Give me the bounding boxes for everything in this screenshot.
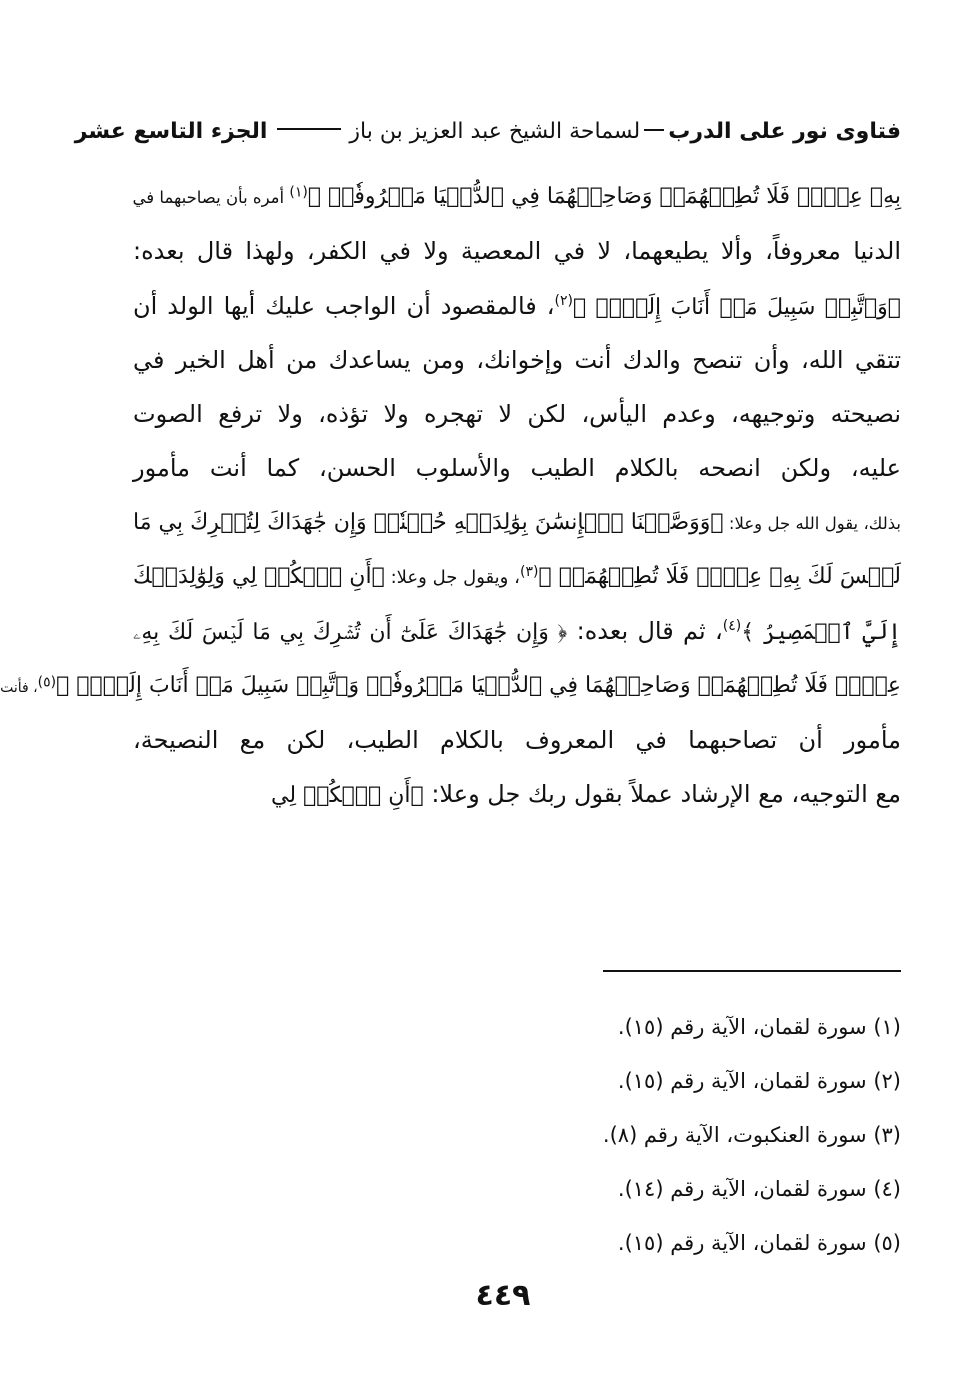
quran-verse: ﴿ وَإِن جَٰهَدَاكَ عَلَىٰٓ أَن تُشۡرِكَ بِي مَا لَيۡسَ لَكَ بِهِۦ [133, 620, 568, 646]
header-dash [644, 129, 664, 131]
footnote-2: (٢) سورة لقمان، الآية رقم (١٥). [617, 1069, 901, 1093]
text-line [0, 659, 901, 713]
text-segment: نصيحته وتوجيهه، وعدم اليأس، لكن لا تهجره ولا تؤذه، ولا ترفع الصوت [133, 400, 901, 429]
page-number: ٤٤٩ [475, 1278, 531, 1313]
quran-verse: ﴿وَوَصَّيۡنَا ٱلۡإِنسَٰنَ بِوَٰلِدَيۡهِ حُسۡنٗاۖ وَإِن جَٰهَدَاكَ لِتُشۡرِكَ بِي مَا [133, 509, 724, 535]
quran-verse: ﴿أَنِ ٱشۡكُرۡ لِي وَلِوَٰلِدَيۡكَ [133, 564, 385, 590]
body-text [0, 170, 902, 822]
footnote-separator [603, 970, 901, 972]
text-line [133, 170, 901, 224]
text-segment: مع التوجيه، مع الإرشاد عملاً بقول ربك جل وعلا: [423, 780, 901, 809]
quran-verse: بِهِۦ عِلۡمٞ فَلَا تُطِعۡهُمَاۖ وَصَاحِبۡهُمَا فِي ٱلدُّنۡيَا مَعۡرُوفٗاۖ ﴾ [307, 184, 901, 209]
footnote-1: (١) سورة لقمان، الآية رقم (١٥). [617, 1015, 901, 1039]
text-segment: تتقي الله، وأن تنصح والدك أنت وإخوانك، ومن يساعدك من أهل الخير في [133, 345, 901, 374]
quran-verse: لَيۡسَ لَكَ بِهِۦ عِلۡمٞ فَلَا تُطِعۡهُمَآۚ ﴾ [538, 564, 901, 590]
text-line [133, 279, 901, 333]
part-label: الجزء التاسع عشر [74, 119, 268, 144]
text-line [133, 333, 901, 387]
text-line [133, 496, 901, 550]
text-line [133, 441, 901, 495]
footnote-reference: (٢) [554, 292, 573, 309]
quran-verse: إِلَيَّ ٱلۡمَصِيرُ ﴾ [741, 620, 902, 646]
text-line [133, 387, 901, 441]
header-part-group [75, 112, 350, 152]
header-title-group [349, 112, 901, 152]
footnote-3: (٣) سورة العنكبوت، الآية رقم (٨). [602, 1123, 901, 1147]
quran-verse: عِلۡمٞ فَلَا تُطِعۡهُمَاۖ وَصَاحِبۡهُمَا فِي ٱلدُّنۡيَا مَعۡرُوفٗاۖ وَٱتَّبِعۡ سَبِيلَ مَنۡ أَنَابَ إِلَيَّۚ ﴾ [56, 672, 901, 698]
text-line [133, 713, 901, 767]
header-rule [277, 128, 341, 130]
text-segment: ، فالمقصود أن الواجب عليك أيها الولد أن [133, 291, 555, 320]
text-segment: ، ثم قال بعده: [567, 617, 723, 646]
book-title: فتاوى نور على الدرب [668, 119, 901, 144]
quran-verse: ﴿أَنِ ٱشۡكُرۡ لِي [271, 783, 424, 809]
text-segment: مأمور أن تصاحبهما في المعروف بالكلام الطيب، لكن مع النصيحة، [133, 725, 901, 754]
footnote-4: (٤) سورة لقمان، الآية رقم (١٤). [617, 1177, 901, 1201]
text-line [133, 224, 901, 278]
text-segment: أمره بأن يصاحبهما في [132, 188, 290, 207]
text-line [133, 767, 901, 821]
text-segment: عليه، ولكن انصحه بالكلام الطيب والأسلوب الحسن، كما أنت مأمور [133, 454, 901, 483]
text-segment: الدنيا معروفاً، وألا يطيعهما، لا في المعصية ولا في الكفر، ولهذا قال بعده: [133, 237, 901, 266]
footnote-5: (٥) سورة لقمان، الآية رقم (١٥). [617, 1231, 901, 1255]
footnote-reference: (٣) [519, 564, 539, 581]
text-segment: ، ويقول جل وعلا: [384, 567, 520, 589]
text-line [133, 604, 901, 658]
text-segment: ، فأنت [0, 679, 38, 696]
footnotes [327, 1000, 901, 1270]
running-header [74, 112, 901, 152]
footnote-reference: (٤) [722, 618, 742, 635]
footnote-reference: (٥) [37, 674, 57, 691]
quran-verse: ﴿وَٱتَّبِعۡ سَبِيلَ مَنۡ أَنَابَ إِلَيَّۚ ﴾ [572, 294, 901, 320]
text-segment: بذلك، يقول الله جل وعلا: [723, 513, 901, 533]
author-name: لسماحة الشيخ عبد العزيز بن باز [349, 119, 641, 144]
text-line [133, 550, 901, 604]
footnote-reference: (١) [289, 184, 308, 201]
